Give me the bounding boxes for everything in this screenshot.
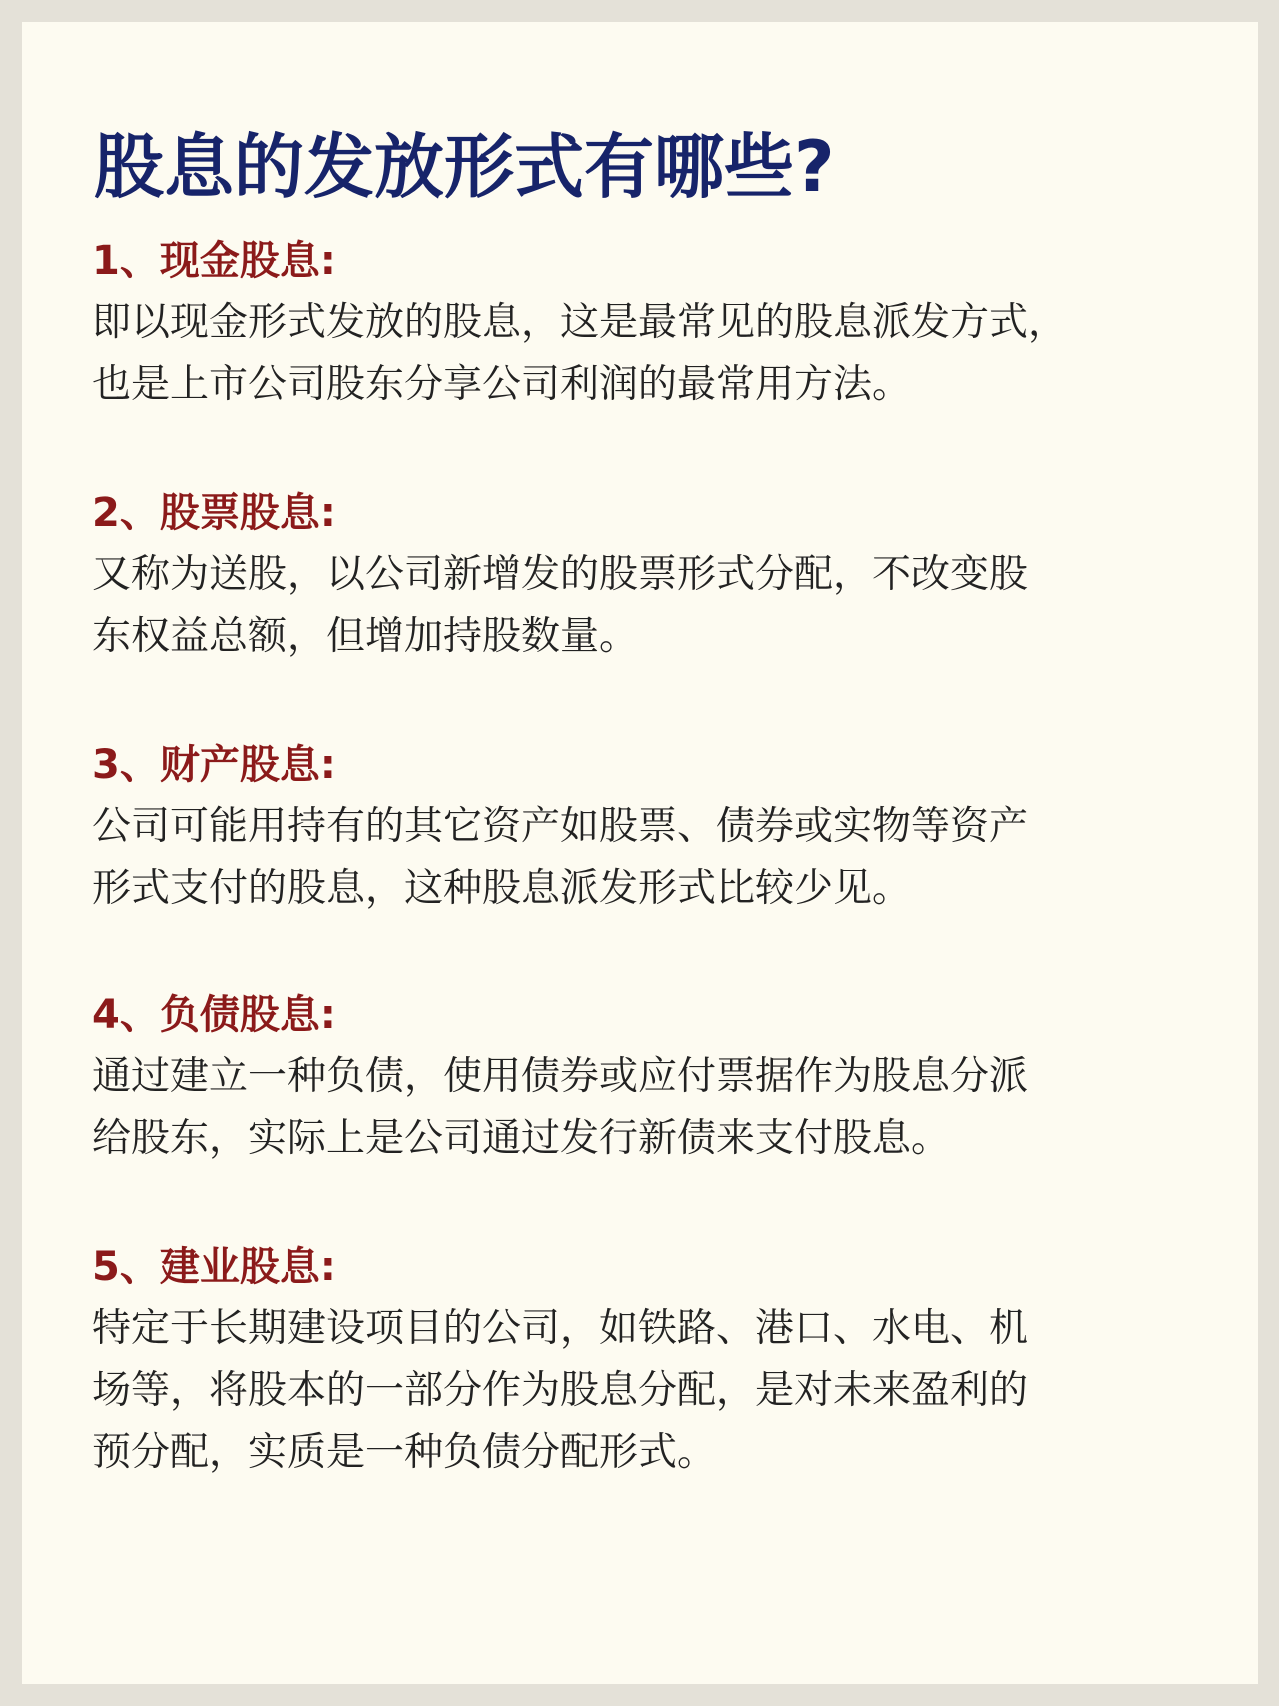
section-heading: 1、现金股息: (92, 238, 336, 284)
section-body: 公司可能用持有的其它资产如股票、债券或实物等资产 形式支付的股息，这种股息派发形式比较少见。 (92, 804, 1029, 911)
section-liability-dividend (92, 984, 1212, 1170)
section-stock-dividend (92, 482, 1212, 668)
section-body: 又称为送股，以公司新增发的股票形式分配，不改变股 东权益总额，但增加持股数量。 (92, 552, 1029, 659)
section-heading: 5、建业股息: (92, 1244, 336, 1290)
section-body: 特定于长期建设项目的公司，如铁路、港口、水电、机 场等，将股本的一部分作为股息分配，是对未来盈利的 预分配，实质是一种负债分配形式。 (92, 1306, 1029, 1475)
page-title: 股息的发放形式有哪些? (94, 126, 835, 208)
section-cash-dividend (92, 230, 1212, 416)
section-heading: 2、股票股息: (92, 490, 336, 536)
section-construction-dividend (92, 1236, 1212, 1484)
content-card (22, 22, 1258, 1684)
section-heading: 3、财产股息: (92, 742, 336, 788)
section-property-dividend (92, 734, 1212, 920)
section-body: 通过建立一种负债，使用债券或应付票据作为股息分派 给股东，实际上是公司通过发行新债来支付股息。 (92, 1054, 1029, 1161)
section-body: 即以现金形式发放的股息，这是最常见的股息派发方式， 也是上市公司股东分享公司利润的最常用方法。 (92, 300, 1068, 407)
section-heading: 4、负债股息: (92, 992, 336, 1038)
